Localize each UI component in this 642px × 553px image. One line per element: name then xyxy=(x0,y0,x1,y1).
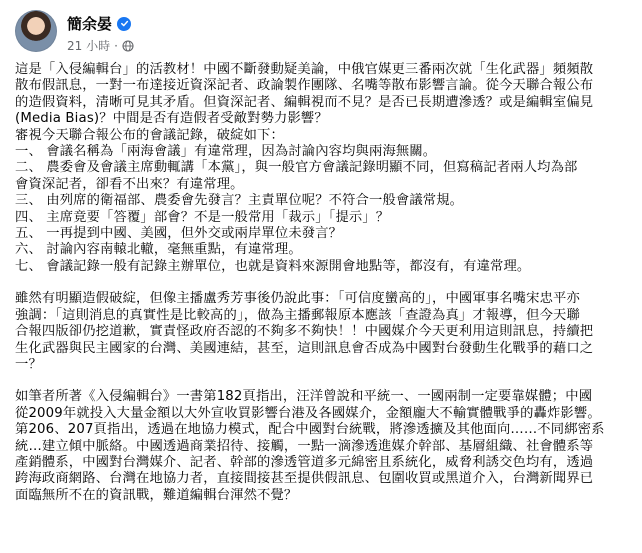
paragraph-3 xyxy=(15,389,627,504)
text-line: 生化武器與民主國家的台灣、美國連結，甚至，這則訊息會否成為中國對台發動生化戰爭的藉口之 xyxy=(15,340,594,356)
checkmark-icon xyxy=(120,19,129,28)
paragraph-gap xyxy=(15,373,627,389)
text-line: 從2009年就投入大量金額以大外宣收買影響台港及各國媒介，金額龐大不輸實體戰爭的轟炸影響。 xyxy=(15,405,601,421)
text-line: 面臨無所不在的資訊戰，難道編輯台渾然不覺？ xyxy=(15,487,298,503)
text-line: 審視今天聯合報公布的會議記錄，破綻如下： xyxy=(15,127,284,143)
post-meta xyxy=(67,13,134,54)
paragraph-2 xyxy=(15,291,627,373)
text-line: 第206、207頁指出，透過在地協力模式，配合中國對台統戰，將滲透擴及其他面向……不同綁密系 xyxy=(15,422,605,438)
text-line: 如筆者所著《入侵編輯台》一書第182頁指出，汪洋曾說和平統一、一國兩制一定要靠媒體；中國 xyxy=(15,389,593,405)
text-line: 跨海政商網路、台灣在地協力者，直接間接甚至提供假訊息、包圍收買或黑道介入，台灣新聞界已 xyxy=(15,471,594,487)
list-item: 七、 會議記錄一般有記錄主辦單位，也就是資料來源開會地點等，都沒有，有違常理。 xyxy=(15,258,531,274)
list-item: 二、 農委會及會議主席動輒講「本黨」，與一般官方會議記錄明顯不同，但寫稿記者兩人均為部 xyxy=(15,160,578,176)
list-item: 會資深記者，卻看不出來？有違常理。 xyxy=(15,176,244,192)
flaw-list xyxy=(15,144,627,275)
post-body xyxy=(15,62,627,504)
list-item: 六、 討論內容南轅北轍，毫無重點，有違常理。 xyxy=(15,242,302,258)
post-header xyxy=(15,10,134,54)
list-item: 五、 一再提到中國、美國，但外交或兩岸單位未發言？ xyxy=(15,226,343,242)
text-line: 強調：「這則消息的真實性是比較高的」，做為主播郵報原本應該「查證為真」才報導，但今天聯 xyxy=(15,307,580,323)
text-line: 合報四版卻仍挖道歉，實責怪政府否認的不夠多不夠快！！中國媒介今天更利用這則訊息，持續把 xyxy=(15,324,594,340)
paragraph-gap xyxy=(15,275,627,291)
author-name[interactable]: 簡余晏 xyxy=(67,15,113,33)
text-line: 這是「入侵編輯台」的活教材！中國不斷發動疑美論，中俄官媒更三番兩次就「生化武器」頻頻散 xyxy=(15,62,594,77)
name-row xyxy=(67,13,134,34)
text-line: (Media Bias)？中間是否有造假者受敵對勢力影響？ xyxy=(15,111,328,127)
verified-badge-icon xyxy=(117,17,131,31)
post-time[interactable]: 21 小時 xyxy=(67,39,111,53)
text-line: 統…建立傾中脈絡。中國透過商業招待、接觸，一點一滴滲透進媒介幹部、基層組織、社會體系等 xyxy=(15,438,594,454)
list-item: 四、 主席竟要「答覆」部會？不是一般常用「裁示」「提示」？ xyxy=(15,209,390,225)
list-item: 三、 由列席的衛福部、農委會先發言？主責單位呢？不符合一般會議常規。 xyxy=(15,193,464,209)
avatar[interactable] xyxy=(15,10,57,52)
time-row xyxy=(67,37,134,54)
globe-icon[interactable] xyxy=(122,40,134,52)
list-item: 一、 會議名稱為「兩海會議」有違常理，因為討論內容均與兩海無關。 xyxy=(15,144,437,160)
text-line: 的造假資料，清晰可見其矛盾。但資深記者、編輯視而不見？是否已長期遭滲透？或是編輯室偏見 xyxy=(15,94,594,110)
text-line: 一？ xyxy=(15,356,42,372)
text-line: 雖然有明顯造假破綻，但像主播盧秀芳事後仍說此事：「可信度蠻高的」，中國軍事名嘴宋忠平亦 xyxy=(15,291,580,307)
text-line: 產銷體系，中國對台灣媒介、記者、幹部的滲透管道多元綿密且系統化，威脅利誘交色均有，透過 xyxy=(15,454,594,470)
text-line: 散布假訊息，一對一布達接近資深記者、政論製作團隊、名嘴等散布影響言論。從今天聯合報公布 xyxy=(15,78,594,94)
separator-dot: · xyxy=(114,38,118,53)
paragraph-1 xyxy=(15,62,627,144)
